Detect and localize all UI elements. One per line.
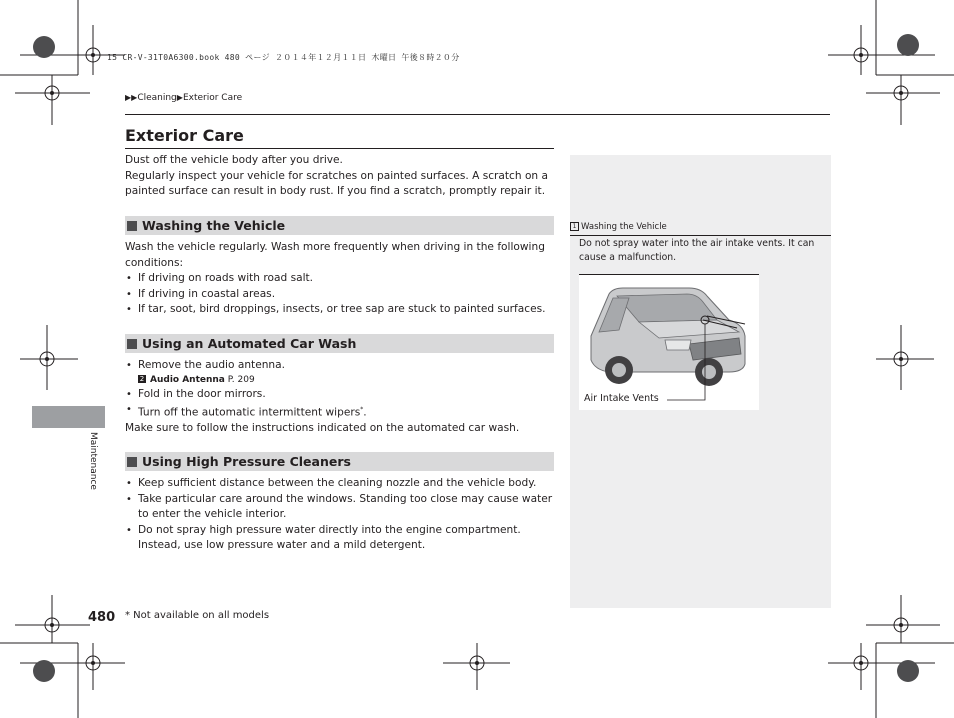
chapter-tab: [32, 406, 105, 428]
air-intake-vents-label: Air Intake Vents: [584, 393, 659, 404]
title-rule: [125, 148, 554, 149]
footnote: * Not available on all models: [125, 610, 270, 621]
list-item: [125, 402, 555, 421]
intro-text: [125, 153, 555, 200]
section-carwash-heading: [125, 334, 554, 353]
list-item: • Take particular care around the windows. Standing too close may cause water to enter the vehicle interior.: [125, 492, 555, 523]
sidebar-heading-text: Washing the Vehicle: [581, 222, 667, 232]
breadcrumb-arrows: ▶▶: [125, 93, 138, 102]
wipers-text: Turn off the automatic intermittent wipers: [138, 406, 361, 419]
audio-antenna-link[interactable]: [125, 374, 555, 387]
section-square-icon: [127, 339, 137, 349]
section-pressure-title: Using High Pressure Cleaners: [142, 454, 351, 469]
note-icon: 1: [570, 222, 579, 231]
figure-rule: [579, 274, 759, 275]
page-number: 480: [88, 610, 116, 625]
intro-line-2: Regularly inspect your vehicle for scratches on painted surfaces. A scratch on a painted surface can result in body rust. If you find a scratch, promptly repair it.: [125, 169, 549, 198]
section-washing-title: Washing the Vehicle: [142, 218, 286, 233]
breadcrumb-exterior-care: Exterior Care: [182, 93, 243, 103]
list-item: • If tar, soot, bird droppings, insects, or tree sap are stuck to painted surfaces.: [125, 302, 555, 318]
breadcrumb: [125, 93, 242, 103]
list-item: • Keep sufficient distance between the cleaning nozzle and the vehicle body.: [125, 476, 555, 492]
section-washing-heading: [125, 216, 554, 235]
printer-slug: 15 CR-V-31T0A6300.book 480 ページ ２０１４年１２月１１日 木曜日 午後８時２０分: [107, 53, 460, 62]
sidebar-rule: [570, 235, 831, 236]
header-rule: [125, 114, 830, 115]
section-pressure-heading: [125, 452, 554, 471]
washing-text: Wash the vehicle regularly. Wash more frequently when driving in the following conditions:: [125, 241, 545, 269]
section-square-icon: [127, 221, 137, 231]
ref-page: P. 209: [227, 374, 255, 385]
chapter-tab-label: Maintenance: [88, 432, 98, 490]
washing-body: [125, 240, 555, 318]
page-title: Exterior Care: [125, 126, 244, 145]
sidebar-text: Do not spray water into the air intake vents. It can cause a malfunction.: [579, 238, 815, 263]
cross-reference-icon: 2: [139, 375, 145, 384]
intro-line-1: Dust off the vehicle body after you drive.: [125, 154, 343, 166]
list-item: • Remove the audio antenna.: [125, 358, 555, 374]
ref-title: Audio Antenna: [150, 374, 225, 385]
pressure-body: [125, 476, 555, 554]
carwash-closing: Make sure to follow the instructions indicated on the automated car wash.: [125, 422, 520, 435]
carwash-bullets: [125, 358, 555, 374]
list-item: • If driving in coastal areas.: [125, 287, 555, 303]
carwash-bullets-2: [125, 387, 555, 422]
section-carwash-title: Using an Automated Car Wash: [142, 336, 357, 351]
washing-bullets: [125, 271, 555, 318]
breadcrumb-cleaning[interactable]: Cleaning: [137, 93, 177, 103]
breadcrumb-separator: ▶: [176, 93, 183, 102]
list-item: • Do not spray high pressure water directly into the engine compartment. Instead, use low pressure water and a mild detergent.: [125, 523, 555, 554]
section-square-icon: [127, 457, 137, 467]
carwash-body: [125, 358, 555, 437]
list-item: • If driving on roads with road salt.: [125, 271, 555, 287]
pressure-bullets: [125, 476, 555, 554]
wipers-period: .: [363, 406, 367, 419]
list-item: • Fold in the door mirrors.: [125, 387, 555, 403]
footnote-mark: *: [360, 406, 364, 414]
sidebar-heading: [570, 222, 667, 232]
vehicle-illustration: [579, 274, 759, 410]
car-drawing: [579, 274, 759, 410]
